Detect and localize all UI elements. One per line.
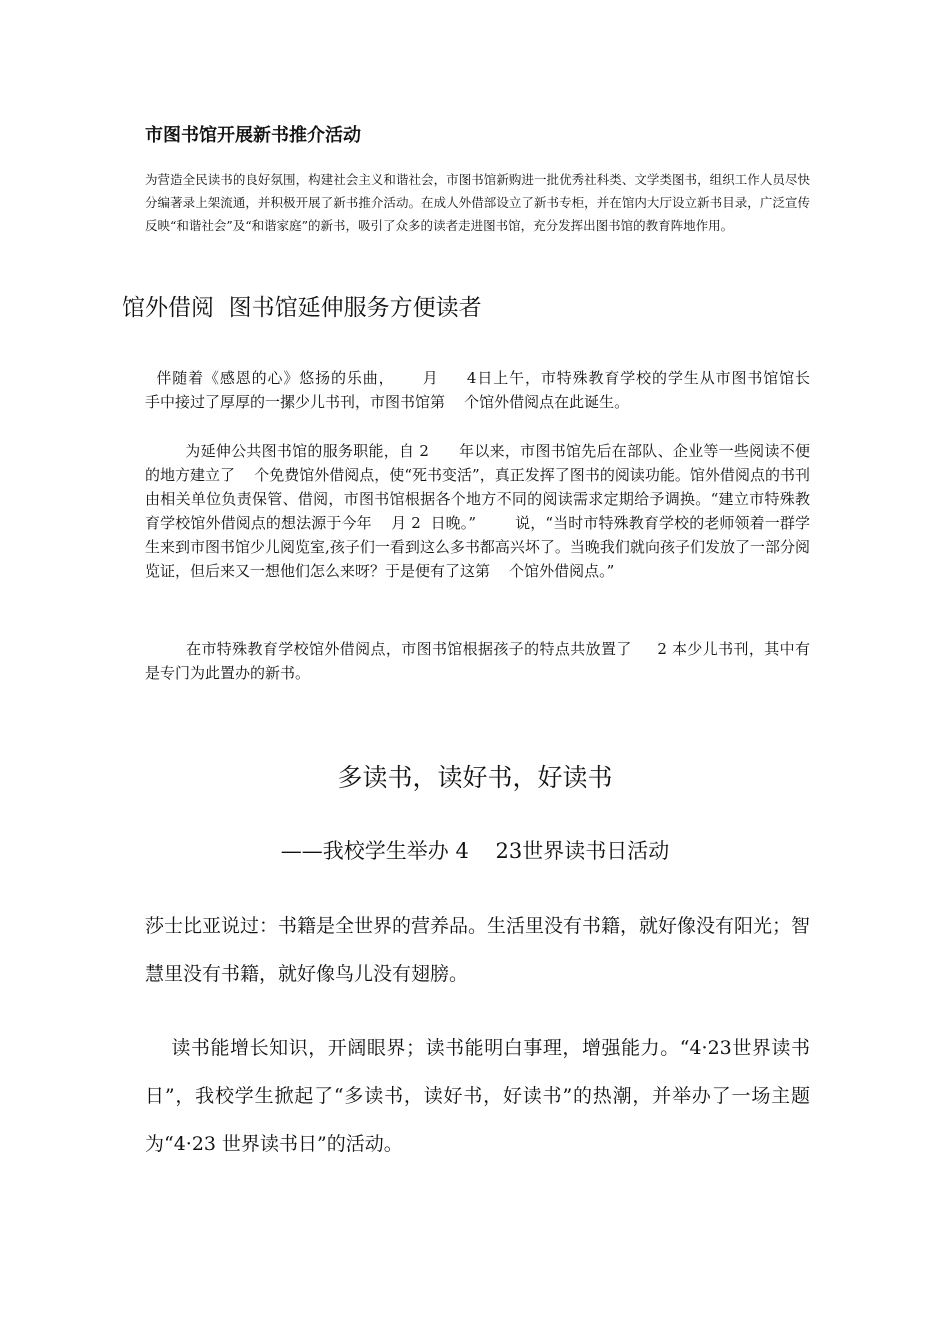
section-body-new-book-promotion: 为营造全民读书的良好氛围，构建社会主义和谐社会，市图书馆新购进一批优秀社科类、文学类图书，组织工作人员尽快分编著录上架流通，并积极开展了新书推介活动。在成人外借部设立了新书专柜，并在馆内大厅设立新书目录，广泛宣传反映“和谐社会”及“和谐家庭”的新书，吸引了众多的读者走进图书馆，充分发挥出图书馆的教育阵地作用。 (145, 172, 810, 233)
paragraph-outside-lending-2: 为延伸公共图书馆的服务职能，自 2 年以来，市图书馆先后在部队、企业等一些阅读不便的地方建立了 个免费馆外借阅点，使“死书变活”，真正发挥了图书的阅读功能。馆外借阅点的书刊由相关单位负责保管、借阅，市图书馆根据各个地方不同的阅读需求定期给予调换。“建立市特殊教育学校馆外借阅点的想法源于今年 月 2 日晚。” 说，“当时市特殊教育学校的老师领着一群学生来到市图书馆少儿阅览室,孩子们一看到这么多书都高兴坏了。当晚我们就向孩子们发放了一部分阅览证，但后来又一想他们怎么来呀？于是便有了这第 个馆外借阅点。” (145, 442, 810, 580)
paragraph-outside-lending-3: 在市特殊教育学校馆外借阅点，市图书馆根据孩子的特点共放置了 2 本少儿书刊，其中有 是专门为此置办的新书。 (145, 640, 844, 682)
section-title-reading-day: 多读书，读好书，好读书 (337, 763, 613, 792)
section-title-new-book-promotion: 市图书馆开展新书推介活动 (145, 125, 361, 146)
paragraph-reading-day-2: 读书能增长知识，开阔眼界；读书能明白事理，增强能力。“4·23世界读书日”，我校学生掀起了“多读书，读好书，好读书”的热潮，并举办了一场主题为“4·23 世界读书日”的活动。 (145, 1037, 810, 1155)
paragraph-outside-lending-1: 伴随着《感恩的心》悠扬的乐曲， 月 4日上午，市特殊教育学校的学生从市图书馆馆长 手中接过了厚厚的一摞少儿书刊，市图书馆第 个馆外借阅点在此诞生。 (145, 369, 849, 411)
paragraph-reading-day-1: 莎士比亚说过：书籍是全世界的营养品。生活里没有书籍，就好像没有阳光；智慧里没有书籍，就好像鸟儿没有翅膀。 (145, 915, 811, 985)
section-subtitle-reading-day: ——我校学生举办 4 23世界读书日活动 (280, 839, 670, 863)
section-title-outside-lending: 馆外借阅 图书馆延伸服务方便读者 (122, 295, 482, 321)
